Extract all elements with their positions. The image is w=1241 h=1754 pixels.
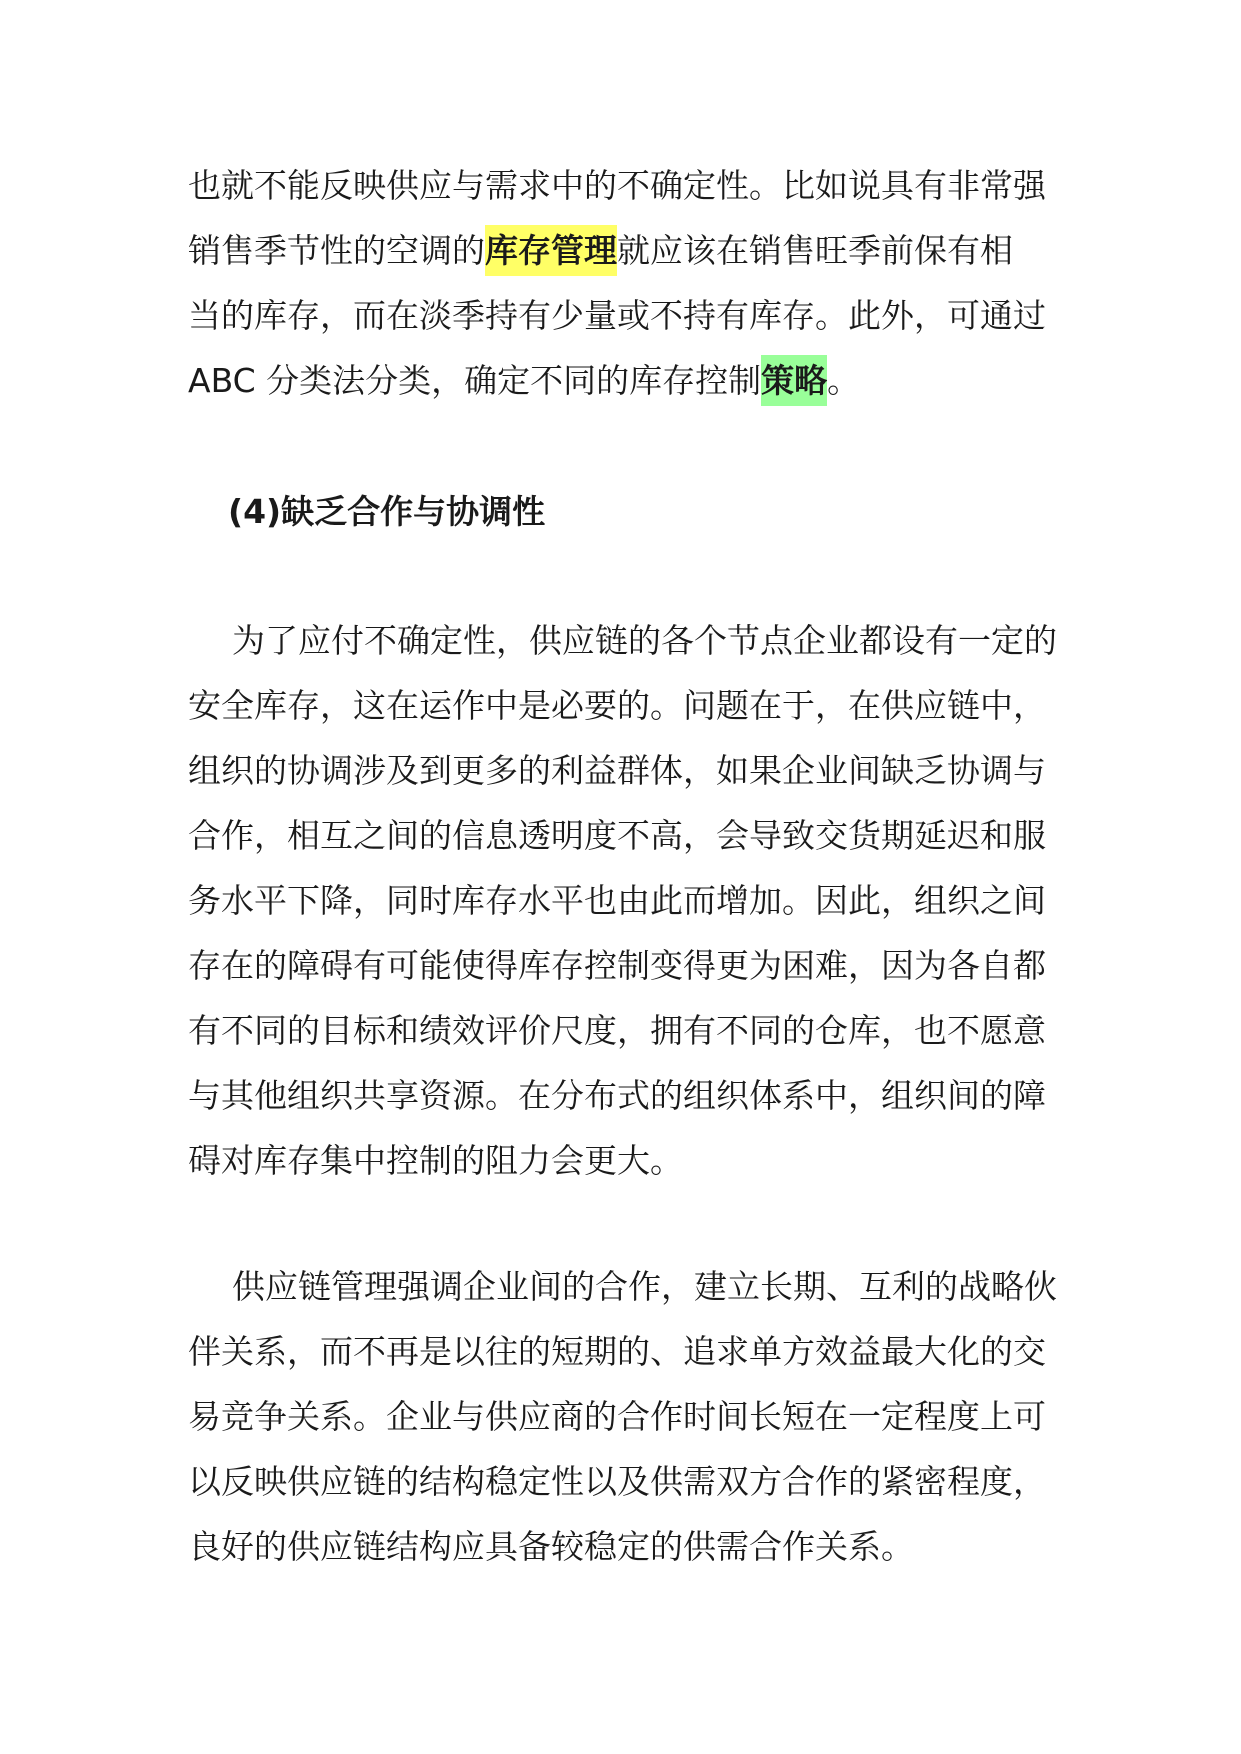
highlighted-term-inventory-management: 库存管理 bbox=[485, 225, 617, 276]
paragraph-1-line-4-text-after: 。 bbox=[827, 361, 861, 400]
paragraph-3-line: 以反映供应链的结构稳定性以及供需双方合作的紧密程度， bbox=[188, 1462, 1046, 1501]
paragraph-2-line: 务水平下降，同时库存水平也由此而增加。因此，组织之间 bbox=[188, 881, 1046, 920]
paragraph-2-line: 碍对库存集中控制的阻力会更大。 bbox=[188, 1141, 683, 1180]
section-heading: (4)缺乏合作与协调性 bbox=[228, 492, 546, 531]
paragraph-2 bbox=[188, 608, 1068, 1193]
paragraph-2-line: 合作，相互之间的信息透明度不高，会导致交货期延迟和服 bbox=[188, 816, 1046, 855]
paragraph-1-line-2-text-after: 就应该在销售旺季前保有相 bbox=[617, 231, 1013, 270]
paragraph-1-line-4-text-before: ABC 分类法分类，确定不同的库存控制 bbox=[188, 361, 762, 400]
paragraph-2-line: 有不同的目标和绩效评价尺度，拥有不同的仓库，也不愿意 bbox=[188, 1011, 1046, 1050]
paragraph-1-line-4 bbox=[188, 348, 1068, 413]
paragraph-3-line: 良好的供应链结构应具备较稳定的供需合作关系。 bbox=[188, 1527, 914, 1566]
paragraph-2-line: 存在的障碍有可能使得库存控制变得更为困难，因为各自都 bbox=[188, 946, 1046, 985]
paragraph-3 bbox=[188, 1254, 1068, 1579]
paragraph-2-line: 安全库存，这在运作中是必要的。问题在于，在供应链中， bbox=[188, 686, 1046, 725]
paragraph-3-line: 伴关系，而不再是以往的短期的、追求单方效益最大化的交 bbox=[188, 1332, 1046, 1371]
paragraph-2-line: 组织的协调涉及到更多的利益群体，如果企业间缺乏协调与 bbox=[188, 751, 1046, 790]
paragraph-1-line-2-text-before: 销售季节性的空调的 bbox=[188, 231, 485, 270]
paragraph-3-line: 供应链管理强调企业间的合作，建立长期、互利的战略伙 bbox=[232, 1267, 1057, 1306]
paragraph-1 bbox=[188, 153, 1068, 413]
paragraph-2-line: 为了应付不确定性，供应链的各个节点企业都设有一定的 bbox=[232, 621, 1057, 660]
paragraph-2-line: 与其他组织共享资源。在分布式的组织体系中，组织间的障 bbox=[188, 1076, 1046, 1115]
paragraph-1-line-2 bbox=[188, 218, 1068, 283]
paragraph-1-line-1: 也就不能反映供应与需求中的不确定性。比如说具有非常强 bbox=[188, 166, 1046, 205]
paragraph-3-line: 易竞争关系。企业与供应商的合作时间长短在一定程度上可 bbox=[188, 1397, 1046, 1436]
paragraph-1-line-3: 当的库存，而在淡季持有少量或不持有库存。此外，可通过 bbox=[188, 296, 1046, 335]
highlighted-term-strategy: 策略 bbox=[761, 355, 827, 406]
